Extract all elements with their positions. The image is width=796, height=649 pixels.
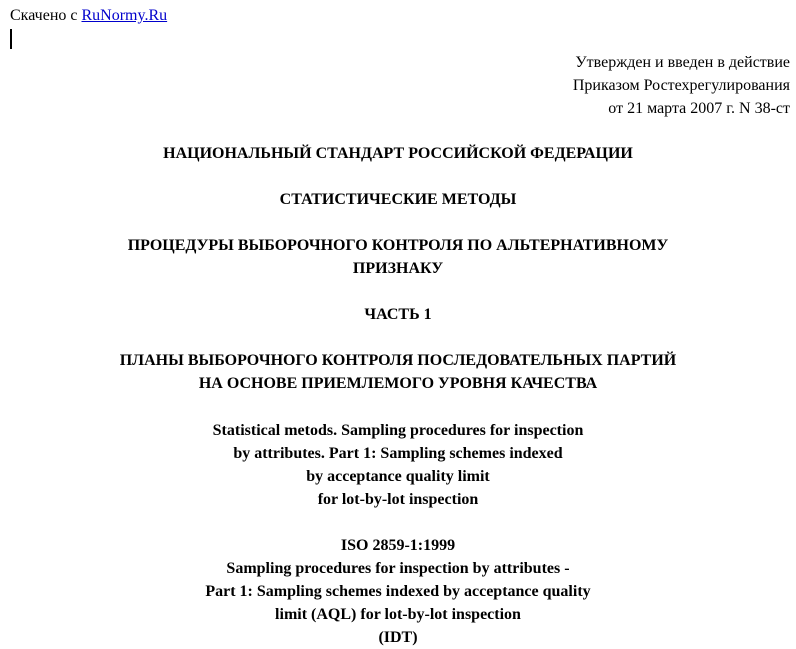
english-title-line: by attributes. Part 1: Sampling schemes indexed	[233, 445, 563, 462]
english-title	[0, 419, 796, 511]
english-title-line: by acceptance quality limit	[306, 468, 490, 485]
national-standard-heading: НАЦИОНАЛЬНЫЙ СТАНДАРТ РОССИЙСКОЙ ФЕДЕРАЦИИ	[163, 145, 633, 162]
iso-number: ISO 2859-1:1999	[340, 537, 456, 554]
iso-title-line: Part 1: Sampling schemes indexed by acceptance quality	[205, 583, 591, 600]
russian-title	[0, 234, 796, 280]
source-prefix: Скачено с	[10, 7, 82, 24]
source-link[interactable]: RuNormy.Ru	[81, 7, 168, 24]
russian-title-line: ПРИЗНАКУ	[352, 260, 444, 277]
iso-equivalence: (IDT)	[378, 629, 418, 646]
approval-block	[573, 51, 790, 120]
russian-subtitle-line: ПЛАНЫ ВЫБОРОЧНОГО КОНТРОЛЯ ПОСЛЕДОВАТЕЛЬНЫХ ПАРТИЙ	[119, 352, 677, 369]
iso-title-line: Sampling procedures for inspection by attributes -	[226, 560, 570, 577]
russian-title-line: ПРОЦЕДУРЫ ВЫБОРОЧНОГО КОНТРОЛЯ ПО АЛЬТЕРНАТИВНОМУ	[127, 237, 669, 254]
text-cursor	[10, 29, 12, 49]
english-title-line: Statistical metods. Sampling procedures for inspection	[212, 422, 584, 439]
iso-reference	[0, 534, 796, 649]
russian-subtitle-line: НА ОСНОВЕ ПРИЕМЛЕМОГО УРОВНЯ КАЧЕСТВА	[198, 375, 598, 392]
part-heading: ЧАСТЬ 1	[364, 306, 432, 323]
approval-line: от 21 марта 2007 г. N 38-ст	[608, 100, 790, 117]
english-title-line: for lot-by-lot inspection	[317, 491, 479, 508]
category-heading: СТАТИСТИЧЕСКИЕ МЕТОДЫ	[279, 191, 517, 208]
russian-subtitle	[0, 349, 796, 395]
source-line	[10, 6, 167, 26]
approval-line: Приказом Ростехрегулирования	[572, 77, 790, 94]
iso-title-line: limit (AQL) for lot-by-lot inspection	[275, 606, 521, 623]
approval-line: Утвержден и введен в действие	[575, 54, 790, 71]
